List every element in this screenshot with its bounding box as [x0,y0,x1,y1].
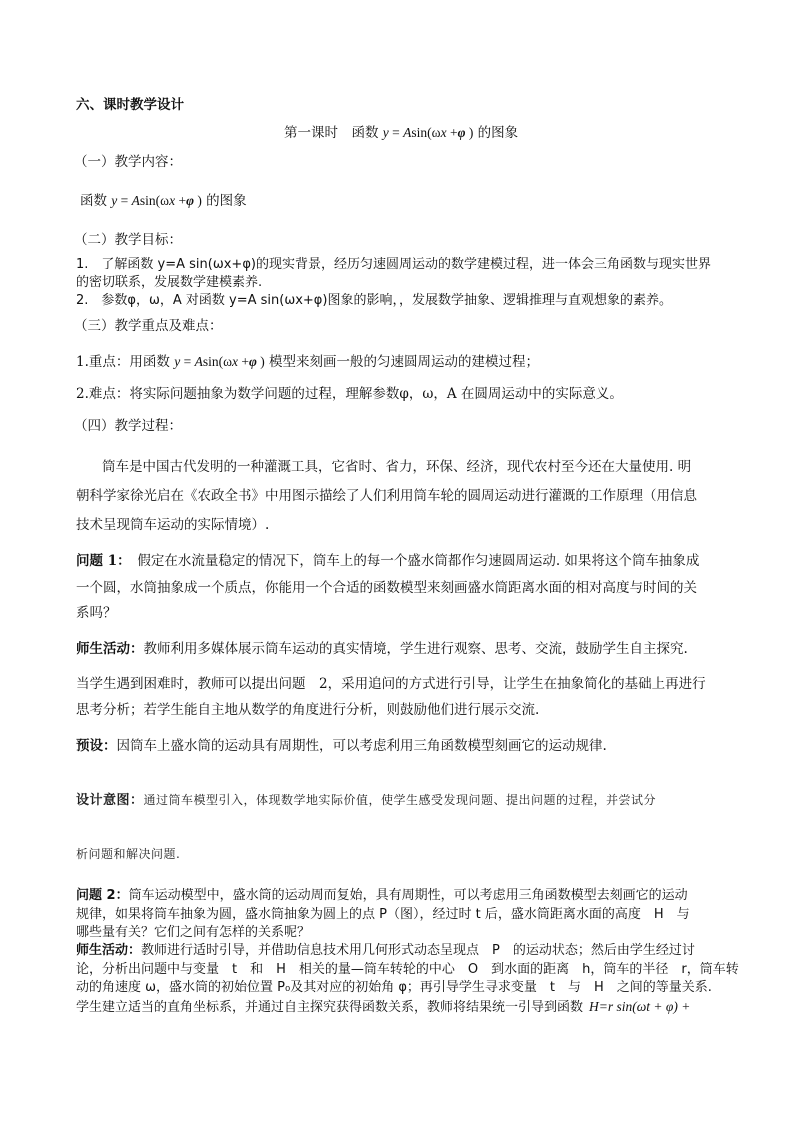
design-intent-label: 设计意图： [76,793,144,808]
preset: 预设：因筒车上盛水筒的运动具有周期性，可以考虑利用三角函数模型刻画它的运动规律. [76,738,607,754]
question-1-line-2: 一个圆，水筒抽象成一个质点，你能用一个合适的函数模型来刻画盛水筒距离水面的相对高度与时间的关 [76,580,697,596]
difficulty: 2.难点：将实际问题抽象为数学问题的过程，理解参数φ，ω，A 在圆周运动中的实际意义。 [76,386,623,402]
design-intent-line-2: 析问题和解决问题. [76,847,181,861]
question-2-line-3: 哪些量有关？它们之间有怎样的关系呢？ [76,925,311,940]
preset-label: 预设： [76,738,117,754]
lesson-title [284,124,518,142]
activity-2-line-4: 学生建立适当的直角坐标系，并通过自主探究获得函数关系，教师将结果统一引导到函数 H=r sin(ωt + φ) + [76,999,691,1015]
guide-line-2: 思考分析；若学生能自主地从数学的角度进行分析，则鼓励他们进行展示交流. [76,702,540,718]
design-intent-line-1: 设计意图：通过筒车模型引入，体现数学地实际价值，使学生感受发现问题、提出问题的过程，并尝试分 [76,793,657,808]
question-1-line-3: 系吗？ [76,605,117,621]
activity-2-formula: H=r sin(ωt + φ) + [589,999,691,1014]
lesson-title-suffix: 的图象 [473,125,519,141]
lesson-title-prefix: 第一课时 函数 [284,125,379,141]
intro-line-1: 筒车是中国古代发明的一种灌溉工具，它省时、省力，环保、经济，现代农村至今还在大量使用. 明 [102,459,692,475]
section-heading: 六、课时教学设计 [76,97,184,113]
goals-heading: （二）教学目标： [74,232,182,248]
key-point: 1.重点：用函数 y = Asin(ωx +φ ) 模型来刻画一般的匀速圆周运动的建模过程； [76,354,540,370]
intro-line-3: 技术呈现筒车运动的实际情境）. [76,517,270,533]
question-1-label: 问题 1： [76,553,124,569]
key-heading: （三）教学重点及难点： [74,318,223,334]
activity-1: 师生活动：教师利用多媒体展示筒车运动的真实情境，学生进行观察、思考、交流，鼓励学生自主探究. [76,641,688,657]
lesson-title-formula: y = Asin(ωx +φ ) [382,125,474,140]
content-formula: y = Asin(ωx +φ ) [111,193,202,208]
key-point-formula: y = Asin(ωx +φ ) [174,354,265,369]
activity-2-line-1: 师生活动：教师进行适时引导，并借助信息技术用几何形式动态呈现点 P 的运动状态；然后由学生经过讨 [76,943,695,958]
question-2-line-2: 规律，如果将筒车抽象为圆，盛水筒抽象为圆上的点 P（图），经过时 t 后，盛水筒距离水面的高度 H 与 [76,907,690,922]
goal-2: 2. 参数φ，ω，A 对函数 y=A sin(ωx+φ)图象的影响，，发展数学抽象、逻辑推理与直观想象的素养。 [76,293,672,308]
activity-1-label: 师生活动： [76,641,144,657]
content-line: 函数 y = Asin(ωx +φ ) 的图象 [80,193,247,209]
question-2-line-1: 问题 2：筒车运动模型中，盛水筒的运动周而复始，具有周期性，可以考虑用三角函数模型去刻画它的运动 [76,888,688,903]
activity-2-line-2: 论，分析出问题中与变量 t 和 H 相关的量—筒车转轮的中心 O 到水面的距离 h，筒车的半径 r，筒车转 [76,962,739,977]
question-1-line-1: 问题 1： 假定在水流量稳定的情况下，筒车上的每一个盛水筒都作匀速圆周运动. 如果将这个筒车抽象成 [76,553,700,569]
goal-1-line-1: 1. 了解函数 y=A sin(ωx+φ)的现实背景，经历匀速圆周运动的数学建模过程，进一体会三角函数与现实世界 [76,257,711,272]
activity-2-label: 师生活动： [76,943,142,958]
activity-2-line-3: 动的角速度 ω，盛水筒的初始位置 P₀及其对应的初始角 φ；再引导学生寻求变量 t 与 H 之间的等量关系. [76,980,712,995]
guide-line-1: 当学生遇到困难时，教师可以提出问题 2，采用追问的方式进行引导，让学生在抽象简化的基础上再进行 [76,676,706,692]
intro-line-2: 朝科学家徐光启在《农政全书》中用图示描绘了人们利用筒车轮的圆周运动进行灌溉的工作原理（用信息 [76,488,697,504]
content-heading: （一）教学内容： [74,154,182,170]
process-heading: （四）教学过程： [74,418,182,434]
question-2-label: 问题 2： [76,888,129,903]
goal-1-line-2: 的密切联系，发展数学建模素养. [76,275,263,290]
